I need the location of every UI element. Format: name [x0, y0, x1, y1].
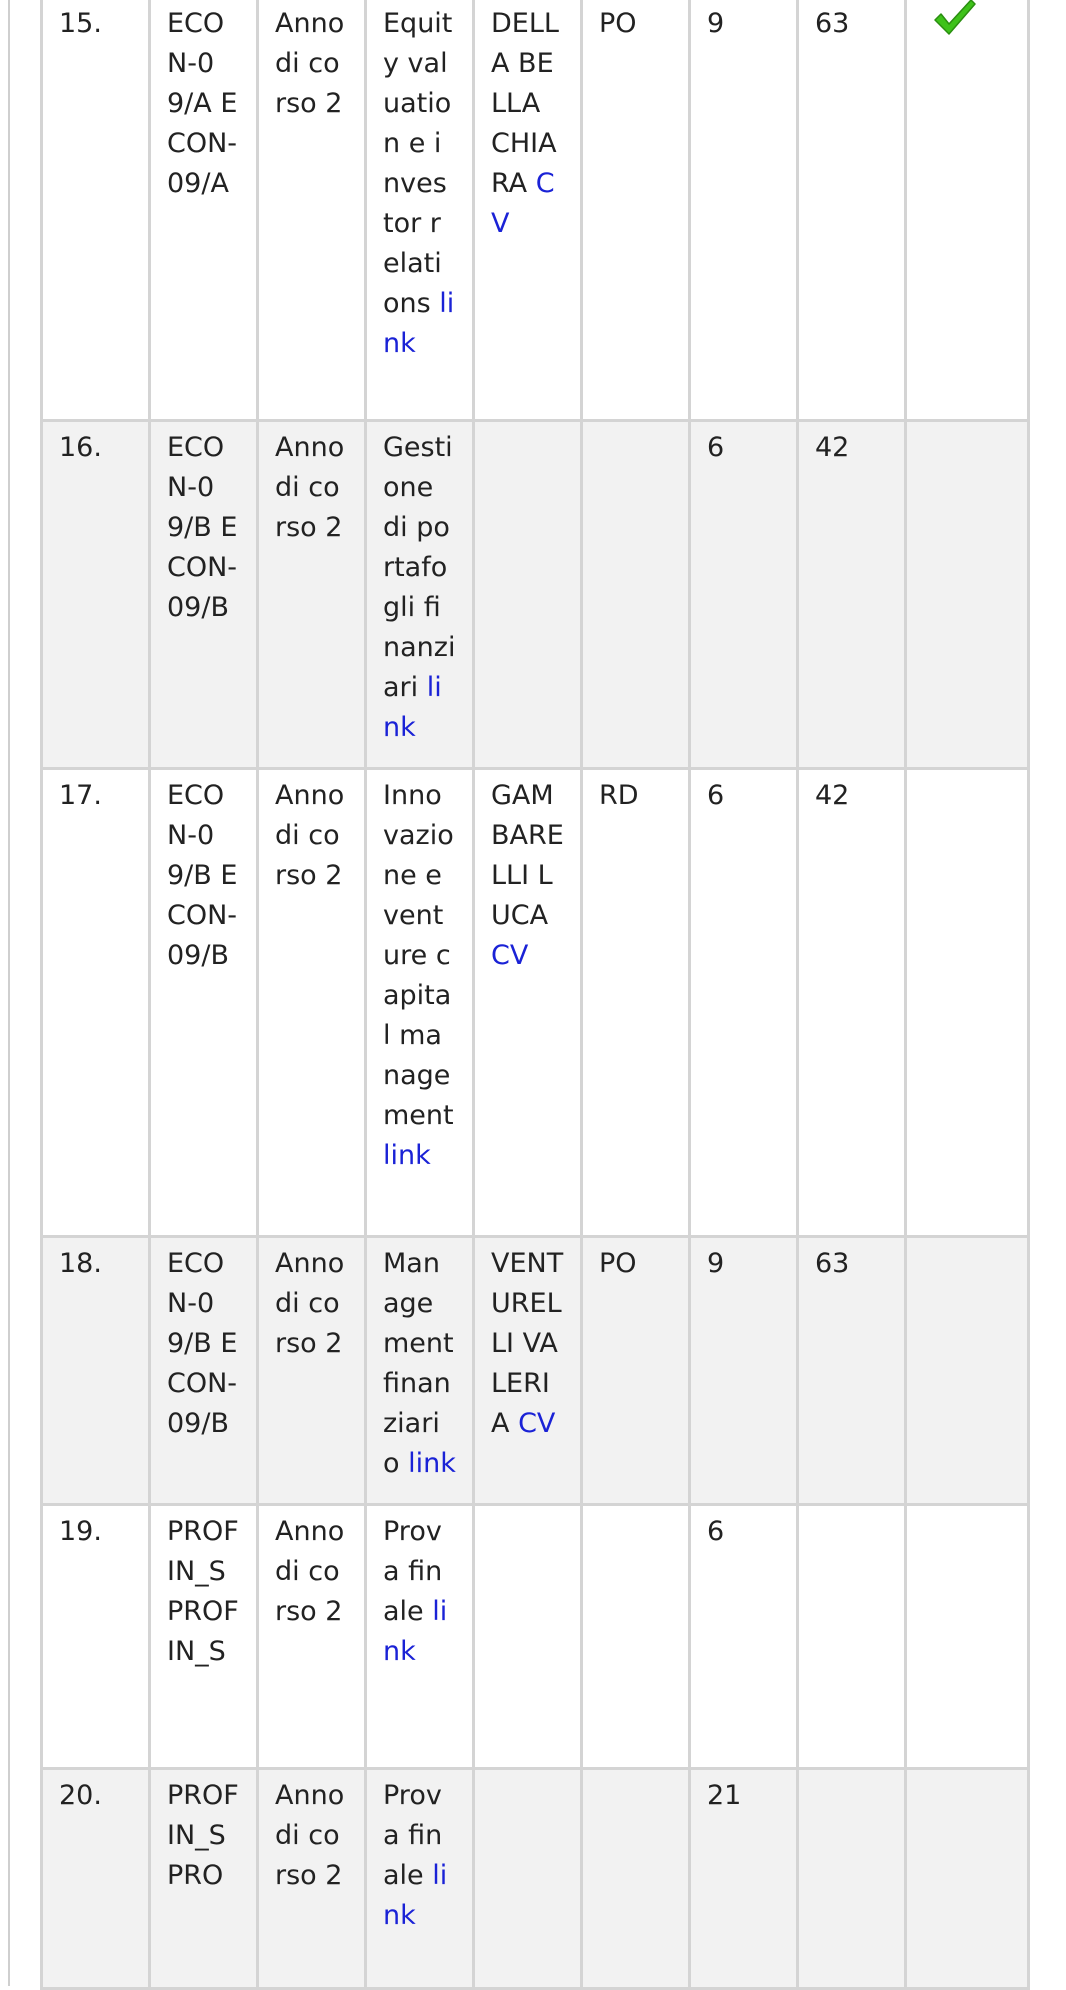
role-cell	[582, 1768, 690, 1988]
teacher-cell	[474, 0, 582, 420]
course-year-cell	[258, 1504, 366, 1768]
role-cell	[582, 768, 690, 1236]
table-row	[42, 768, 1029, 1236]
table-row	[42, 0, 1029, 420]
courses-table-body	[42, 0, 1029, 1988]
subject-code-cell	[150, 1504, 258, 1768]
cfu-cell	[690, 0, 798, 420]
subject-code-cell	[150, 1768, 258, 1988]
check-icon	[933, 0, 977, 38]
page-left-border	[0, 0, 10, 1986]
hours-cell	[798, 768, 906, 1236]
cfu-cell-text: 9	[707, 8, 725, 39]
course-link[interactable]: link	[383, 671, 442, 743]
table-row	[42, 1236, 1029, 1504]
teacher-cv-link[interactable]: CV	[518, 1407, 556, 1439]
hours-cell	[798, 1504, 906, 1768]
teacher-cell-text: VENTURELLI VALERIA	[491, 1247, 564, 1439]
role-cell-text: RD	[599, 779, 639, 811]
hours-cell	[798, 1236, 906, 1504]
role-cell	[582, 1236, 690, 1504]
course-name-cell-text: Gestione di portafogli finanziari	[383, 431, 456, 703]
status-cell	[906, 420, 1029, 768]
cfu-cell-text: 9	[707, 1247, 725, 1279]
status-cell	[906, 768, 1029, 1236]
row-number-cell-text: 20.	[59, 1779, 102, 1811]
teacher-cell	[474, 768, 582, 1236]
course-year-cell	[258, 768, 366, 1236]
table-row	[42, 1768, 1029, 1988]
hours-cell-text: 42	[815, 431, 850, 463]
subject-code-cell-text: PROFIN_S PRO	[167, 1779, 239, 1891]
course-year-cell-text: Anno di corso 2	[275, 1247, 345, 1359]
hours-cell-text: 42	[815, 779, 850, 811]
course-year-cell-text: Anno di corso 2	[275, 8, 345, 119]
status-cell	[906, 0, 1029, 420]
course-year-cell	[258, 420, 366, 768]
course-name-cell	[366, 420, 474, 768]
role-cell-text: PO	[599, 8, 637, 39]
cfu-cell-text: 6	[707, 1515, 725, 1547]
cfu-cell	[690, 420, 798, 768]
hours-cell-text: 63	[815, 1247, 850, 1279]
course-year-cell-text: Anno di corso 2	[275, 431, 345, 543]
subject-code-cell-text: ECON-09/B ECON-09/B	[167, 431, 238, 623]
row-number-cell-text: 17.	[59, 779, 102, 811]
row-number-cell	[42, 0, 150, 420]
cfu-cell	[690, 1768, 798, 1988]
course-name-cell	[366, 0, 474, 420]
course-year-cell	[258, 1236, 366, 1504]
subject-code-cell-text: PROFIN_S PROFIN_S	[167, 1515, 239, 1667]
cfu-cell	[690, 1504, 798, 1768]
course-name-cell-text: Equity valuation e investor relations	[383, 8, 453, 319]
teacher-cell	[474, 1504, 582, 1768]
table-row	[42, 1504, 1029, 1768]
course-year-cell-text: Anno di corso 2	[275, 1515, 345, 1627]
hours-cell-text: 63	[815, 8, 850, 39]
row-number-cell	[42, 1236, 150, 1504]
course-link[interactable]: link	[383, 288, 455, 359]
row-number-cell-text: 15.	[59, 8, 102, 39]
role-cell	[582, 420, 690, 768]
courses-table	[40, 0, 1030, 1990]
cfu-cell-text: 6	[707, 431, 725, 463]
course-name-cell	[366, 1236, 474, 1504]
course-link[interactable]: link	[383, 1139, 431, 1171]
status-cell	[906, 1768, 1029, 1988]
course-year-cell	[258, 0, 366, 420]
row-number-cell-text: 19.	[59, 1515, 102, 1547]
cfu-cell-text: 6	[707, 779, 725, 811]
cfu-cell-text: 21	[707, 1779, 742, 1811]
hours-cell	[798, 420, 906, 768]
subject-code-cell-text: ECON-09/B ECON-09/B	[167, 779, 238, 971]
subject-code-cell	[150, 0, 258, 420]
status-cell	[906, 1236, 1029, 1504]
course-name-cell-text: Prova finale	[383, 1515, 443, 1627]
course-year-cell-text: Anno di corso 2	[275, 779, 345, 891]
course-name-cell-text: Management finanziario	[383, 1247, 454, 1479]
course-name-cell-text: Prova finale	[383, 1779, 443, 1891]
course-year-cell-text: Anno di corso 2	[275, 1779, 345, 1891]
row-number-cell	[42, 1504, 150, 1768]
course-name-cell-text: Innovazione e venture capital management	[383, 779, 454, 1131]
teacher-cell	[474, 420, 582, 768]
role-cell-text: PO	[599, 1247, 637, 1279]
status-cell	[906, 1504, 1029, 1768]
hours-cell	[798, 1768, 906, 1988]
subject-code-cell	[150, 420, 258, 768]
role-cell	[582, 1504, 690, 1768]
subject-code-cell-text: ECON-09/B ECON-09/B	[167, 1247, 238, 1439]
subject-code-cell-text: ECON-09/A ECON-09/A	[167, 8, 238, 199]
course-link[interactable]: link	[408, 1447, 456, 1479]
row-number-cell	[42, 1768, 150, 1988]
row-number-cell	[42, 420, 150, 768]
role-cell	[582, 0, 690, 420]
row-number-cell-text: 16.	[59, 431, 102, 463]
course-name-cell	[366, 1504, 474, 1768]
teacher-cv-link[interactable]: CV	[491, 939, 529, 971]
cfu-cell	[690, 1236, 798, 1504]
row-number-cell	[42, 768, 150, 1236]
subject-code-cell	[150, 768, 258, 1236]
course-name-cell	[366, 1768, 474, 1988]
course-year-cell	[258, 1768, 366, 1988]
row-number-cell-text: 18.	[59, 1247, 102, 1279]
teacher-cell-text: GAMBARELLI LUCA	[491, 779, 564, 931]
teacher-cell	[474, 1236, 582, 1504]
table-row	[42, 420, 1029, 768]
hours-cell	[798, 0, 906, 420]
teacher-cell	[474, 1768, 582, 1988]
teacher-cv-link[interactable]: CV	[491, 168, 555, 239]
course-link[interactable]: link	[383, 1859, 448, 1931]
course-link[interactable]: link	[383, 1595, 448, 1667]
subject-code-cell	[150, 1236, 258, 1504]
teacher-cell-text: DELLA BELLA CHIARA	[491, 8, 559, 199]
cfu-cell	[690, 768, 798, 1236]
course-name-cell	[366, 768, 474, 1236]
